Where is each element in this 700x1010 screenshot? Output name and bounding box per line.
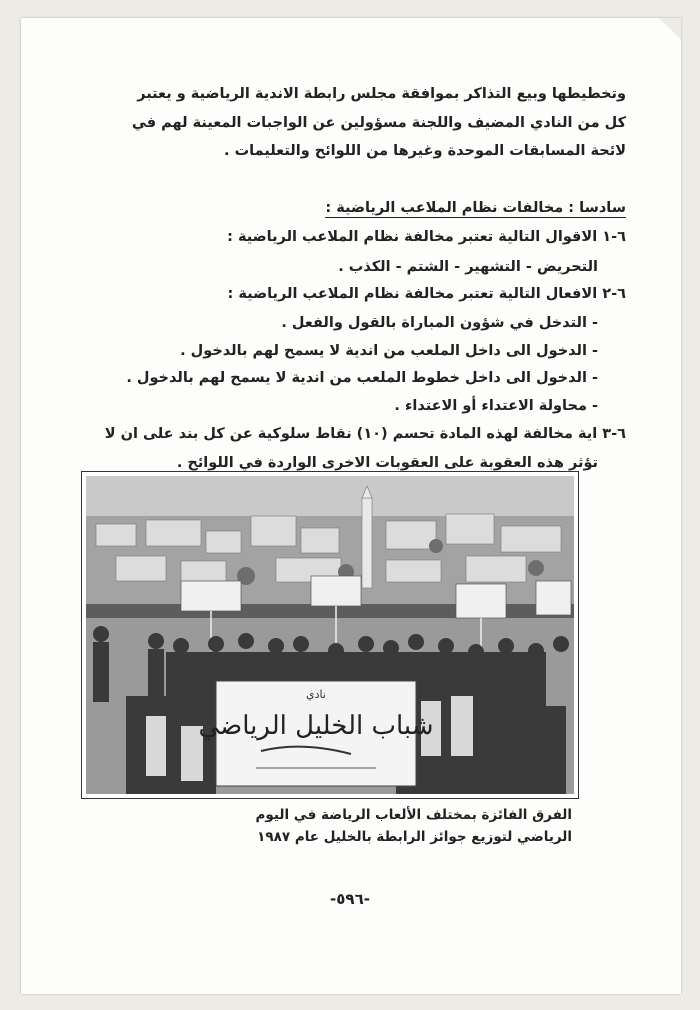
item-6-2: ٦-٢ الافعال التالية تعتبر مخالفة نظام الملاعب الرياضية :: [227, 286, 626, 302]
item-6-1: ٦-١ الاقوال التالية تعتبر مخالفة نظام الملاعب الرياضية :: [227, 229, 626, 245]
photo-frame: [81, 471, 579, 799]
sports-day-photo: [86, 476, 574, 794]
item-6-3: ٦-٣ اية مخالفة لهذه المادة تحسم (١٠) نقاط سلوكية عن كل بند على ان لا: [104, 426, 626, 442]
item-6-1-list: التحريض - التشهير - الشتم - الكذب .: [338, 259, 598, 275]
intro-line-1: وتخطيطها وبيع التذاكر بموافقة مجلس رابطة الاندية الرياضية و يعتبر: [137, 86, 626, 102]
item-6-2-a: - التدخل في شؤون المباراة بالقول والفعل .: [281, 315, 598, 331]
folded-corner: [659, 18, 681, 40]
section-heading: سادسا : مخالفات نظام الملاعب الرياضية :: [325, 200, 626, 216]
intro-line-2: كل من النادي المضيف واللجنة مسؤولين عن الواجبات المعينة لهم في: [131, 115, 626, 131]
banner-main-text: شباب الخليل الرياضي: [198, 711, 434, 741]
page-number: -٥٩٦-: [330, 890, 370, 908]
photo-illustration: [86, 476, 574, 794]
intro-line-3: لائحة المسابقات الموحدة وغيرها من اللوائح والتعليمات .: [224, 143, 626, 159]
item-6-3-cont: تؤثر هذه العقوبة على العقوبات الاخرى الواردة في اللوائح .: [176, 455, 598, 471]
item-6-2-c: - الدخول الى داخل خطوط الملعب من اندية لا يسمح لهم بالدخول .: [126, 370, 598, 386]
item-6-2-b: - الدخول الى داخل الملعب من اندية لا يسمح لهم بالدخول .: [180, 343, 598, 359]
caption-line-1: الفرق الفائزة بمختلف الألعاب الرياضة في اليوم: [255, 807, 572, 823]
item-6-2-d: - محاولة الاعتداء أو الاعتداء .: [394, 398, 598, 414]
caption-line-2: الرياضي لتوزيع جوائز الرابطة بالخليل عام ١٩٨٧: [257, 829, 572, 845]
banner-small-text: نادي: [306, 688, 326, 701]
